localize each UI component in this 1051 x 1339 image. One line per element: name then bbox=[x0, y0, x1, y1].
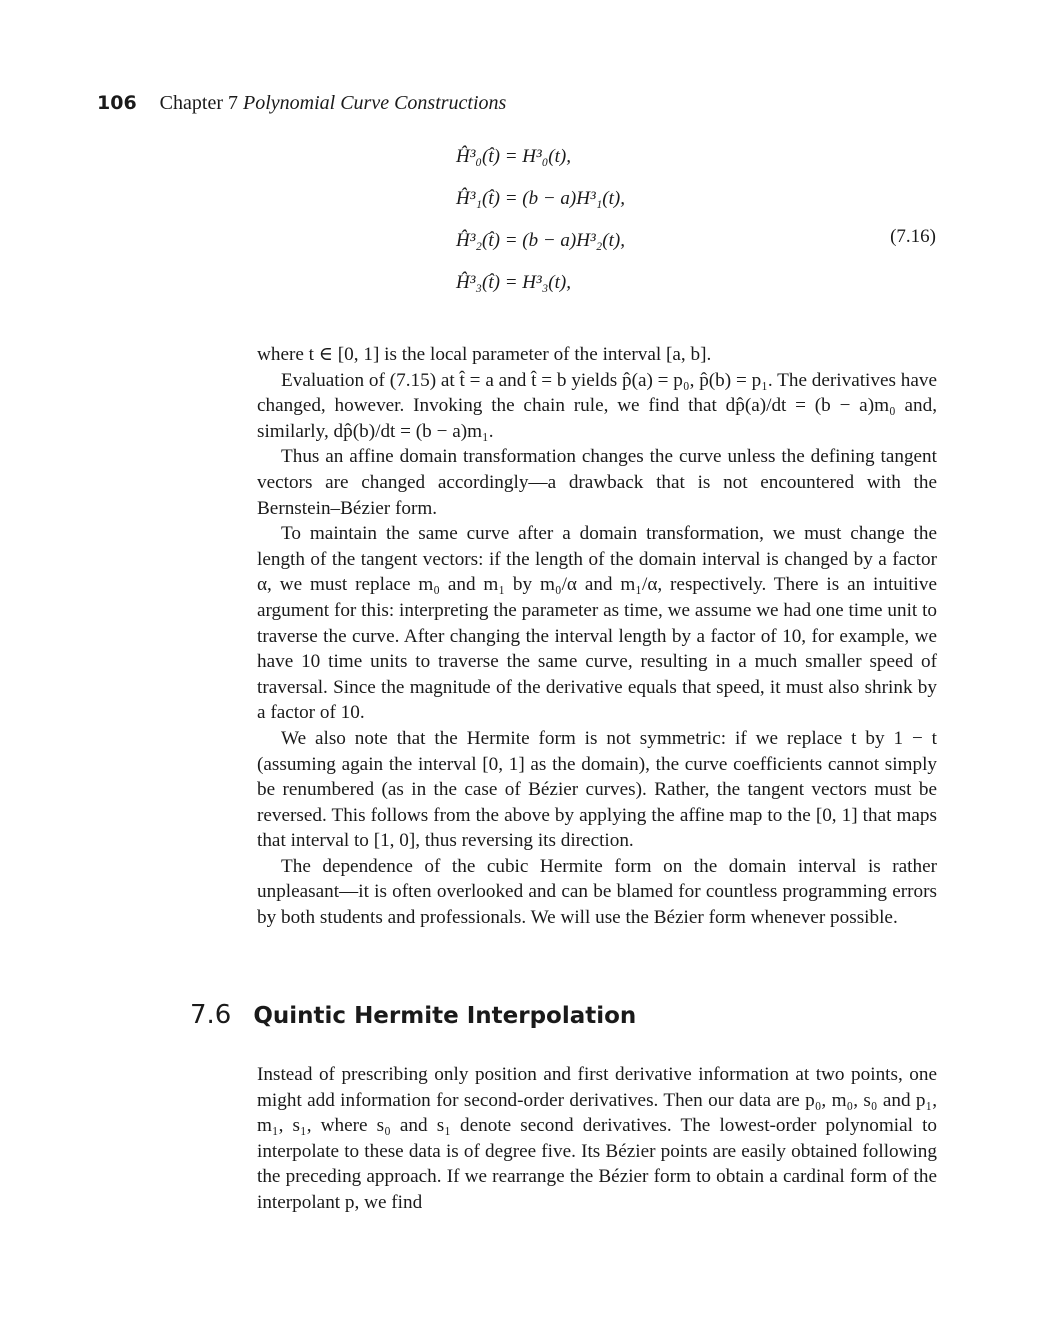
paragraph: To maintain the same curve after a domain transformation, we must change the length of the tangent vectors: if the length of the domain interval is changed by a factor α, we must replace m₀ and m₁ by m₀/α and m₁/α, respectively. There is an intuitive argument for this: interpreting the parameter as time, we assume we had one time unit to traverse the curve. After changing the interval length by a factor of 10, for example, we have 10 time units to traverse the same curve, resulting in a much smaller speed of traversal. Since the magnitude of the derivative equals that speed, it must also shrink by a factor of 10. bbox=[257, 523, 937, 724]
section-heading bbox=[190, 1000, 636, 1030]
paragraph: Evaluation of (7.15) at t̂ = a and t̂ = b yields p̂(a) = p₀, p̂(b) = p₁. The derivatives have changed, however. Invoking the chain rule, we find that dp̂(a)/dt = (b − a)m₀ and, similarly, dp̂(b)/dt = (b − a)m₁. bbox=[257, 369, 937, 442]
section-number: 7.6 bbox=[190, 1000, 232, 1030]
body-text bbox=[257, 342, 937, 931]
equation-line: Ĥ³₀(t̂) = H³₀(t), bbox=[456, 146, 571, 167]
equation-number: (7.16) bbox=[890, 226, 936, 247]
chapter-title: Polynomial Curve Constructions bbox=[242, 92, 507, 114]
paragraph: where t ∈ [0, 1] is the local parameter of the interval [a, b]. bbox=[257, 344, 712, 365]
paragraph: Instead of prescribing only position and first derivative information at two points, one might add information for second-order derivatives. Then our data are p₀, m₀, s₀ and p₁, m₁, s₁, where s₀ and s₁ denote second derivatives. The lowest-order polynomial to interpolate to these data is of degree five. Its Bézier points are easily obtained following the preceding approach. If we rearrange the Bézier form to obtain a cardinal form of the interpolant p, we find bbox=[257, 1064, 937, 1213]
equation-line: Ĥ³₂(t̂) = (b − a)H³₂(t), bbox=[456, 230, 625, 251]
section-title: Quintic Hermite Interpolation bbox=[253, 1003, 637, 1029]
paragraph: We also note that the Hermite form is not symmetric: if we replace t by 1 − t (assuming again the interval [0, 1] as the domain), the curve coefficients cannot simply be renumbered (as in the case of Bézier curves). Rather, the tangent vectors must be reversed. This follows from the above by applying the affine map to the [0, 1] that maps that interval to [1, 0], thus reversing its direction. bbox=[257, 727, 937, 852]
equation-line: Ĥ³₃(t̂) = H³₃(t), bbox=[456, 272, 571, 293]
paragraph: Thus an affine domain transformation changes the curve unless the defining tangent vectors are changed accordingly—a drawback that is not encountered with the Bernstein–Bézier form. bbox=[257, 446, 937, 519]
equation-7-16 bbox=[456, 146, 936, 306]
paragraph: The dependence of the cubic Hermite form on the domain interval is rather unpleasant—it is often overlooked and can be blamed for countless programming errors by both students and professionals. We will use the Bézier form whenever possible. bbox=[257, 855, 937, 929]
chapter-label: Chapter 7 bbox=[159, 92, 238, 114]
section-body bbox=[257, 1062, 937, 1216]
running-header bbox=[97, 92, 506, 115]
equation-line: Ĥ³₁(t̂) = (b − a)H³₁(t), bbox=[456, 188, 625, 209]
page-number: 106 bbox=[97, 92, 137, 114]
